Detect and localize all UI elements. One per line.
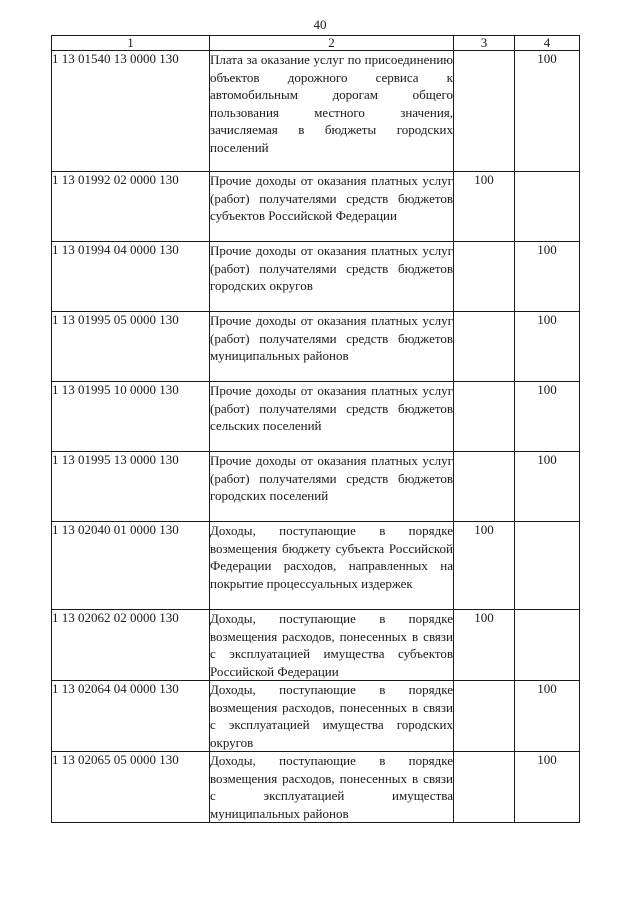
revenue-code: 1 13 01992 02 0000 130 [52, 172, 210, 242]
revenue-description: Прочие доходы от оказания платных услуг (работ) получателями средств бюджетов муниципальных районов [210, 312, 454, 382]
column-number-1: 1 [52, 36, 210, 51]
column-number-3: 3 [454, 36, 515, 51]
table-row [52, 382, 580, 452]
value-col3 [454, 452, 515, 522]
value-col3 [454, 752, 515, 823]
value-col4: 100 [515, 452, 580, 522]
value-col3 [454, 51, 515, 172]
revenue-code: 1 13 02062 02 0000 130 [52, 610, 210, 681]
column-number-2: 2 [210, 36, 454, 51]
table-row [52, 242, 580, 312]
page-number: 40 [313, 17, 327, 32]
value-col3 [454, 242, 515, 312]
table-row [52, 51, 580, 172]
revenue-description: Доходы, поступающие в порядке возмещения расходов, понесенных в связи с эксплуатацией имущества муниципальных районов [210, 753, 453, 821]
revenue-description: Прочие доходы от оказания платных услуг (работ) получателями средств бюджетов субъектов Российской Федерации [210, 172, 454, 242]
revenue-description: Доходы, поступающие в порядке возмещения расходов, понесенных в связи с эксплуатацией имущества городских округов [210, 682, 453, 750]
value-col3 [454, 681, 515, 752]
value-col3: 100 [454, 172, 515, 242]
table-row [52, 312, 580, 382]
table-row [52, 752, 580, 823]
column-number-4: 4 [515, 36, 580, 51]
revenue-code: 1 13 01995 05 0000 130 [52, 312, 210, 382]
table-row [52, 522, 580, 610]
value-col3 [454, 312, 515, 382]
table-row [52, 681, 580, 752]
value-col4: 100 [515, 312, 580, 382]
revenue-description: Плата за оказание услуг по присоединению объектов дорожного сервиса к автомобильным дорогам общего пользования местного значения, зачисляемая в бюджеты городских поселений [210, 51, 454, 172]
revenue-code-table [51, 35, 580, 823]
value-col4: 100 [515, 51, 580, 172]
value-col3: 100 [454, 610, 515, 681]
table-row [52, 452, 580, 522]
revenue-description: Прочие доходы от оказания платных услуг (работ) получателями средств бюджетов сельских поселений [210, 382, 454, 452]
revenue-code: 1 13 01995 10 0000 130 [52, 382, 210, 452]
revenue-description: Прочие доходы от оказания платных услуг (работ) получателями средств бюджетов городских округов [210, 242, 454, 312]
revenue-description: Доходы, поступающие в порядке возмещения расходов, понесенных в связи с эксплуатацией имущества субъектов Российской Федерации [210, 611, 453, 679]
revenue-code: 1 13 01540 13 0000 130 [52, 51, 210, 172]
value-col4: 100 [515, 382, 580, 452]
revenue-description: Доходы, поступающие в порядке возмещения бюджету субъекта Российской Федерации расходов, направленных на покрытие процессуальных издержек [210, 522, 454, 610]
table-row [52, 610, 580, 681]
revenue-code: 1 13 01994 04 0000 130 [52, 242, 210, 312]
value-col4: 100 [515, 681, 580, 752]
value-col4 [515, 522, 580, 610]
value-col4: 100 [515, 752, 580, 823]
value-col3: 100 [454, 522, 515, 610]
revenue-code: 1 13 01995 13 0000 130 [52, 452, 210, 522]
table-row [52, 172, 580, 242]
revenue-description: Прочие доходы от оказания платных услуг (работ) получателями средств бюджетов городских поселений [210, 452, 454, 522]
value-col4: 100 [515, 242, 580, 312]
value-col4 [515, 172, 580, 242]
revenue-code: 1 13 02040 01 0000 130 [52, 522, 210, 610]
value-col4 [515, 610, 580, 681]
revenue-code: 1 13 02064 04 0000 130 [52, 681, 210, 752]
value-col3 [454, 382, 515, 452]
column-number-row [52, 36, 580, 51]
revenue-code: 1 13 02065 05 0000 130 [52, 752, 210, 823]
